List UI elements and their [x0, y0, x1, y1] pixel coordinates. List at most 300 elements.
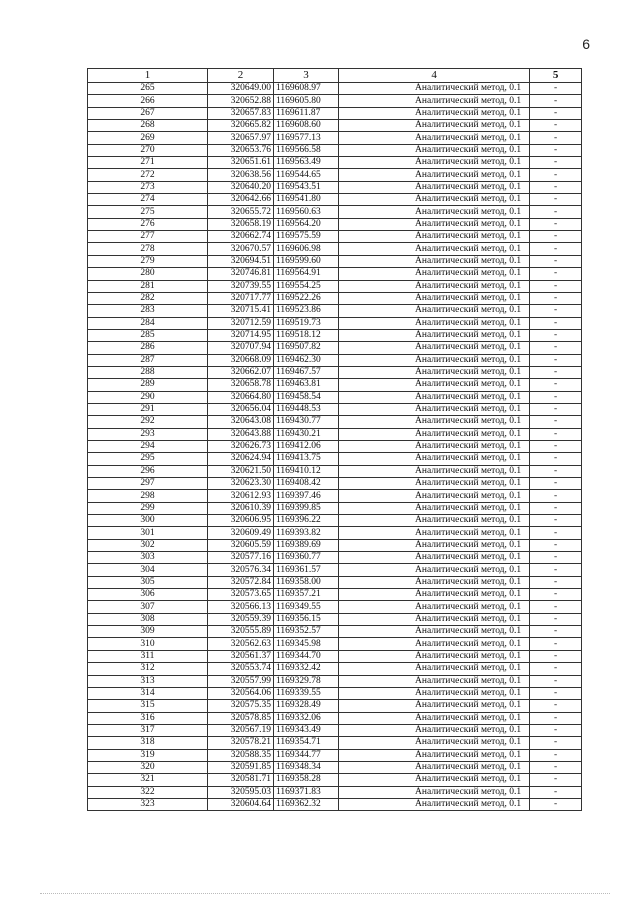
footer-dotted-line [40, 893, 610, 894]
description-cell: - [530, 761, 582, 773]
description-cell: - [530, 712, 582, 724]
x-coordinate-cell: 320610.39 [207, 502, 273, 514]
table-row [88, 576, 582, 588]
table-header-row [88, 69, 582, 83]
table-row [88, 601, 582, 613]
method-cell: Аналитический метод, 0.1 [339, 144, 530, 156]
description-cell: - [530, 379, 582, 391]
x-coordinate-cell: 320609.49 [207, 527, 273, 539]
description-cell: - [530, 601, 582, 613]
method-cell: Аналитический метод, 0.1 [339, 663, 530, 675]
x-coordinate-cell: 320707.94 [207, 342, 273, 354]
y-coordinate-cell: 1169362.32 [274, 798, 339, 810]
y-coordinate-cell: 1169396.22 [274, 515, 339, 527]
y-coordinate-cell: 1169467.57 [274, 366, 339, 378]
y-coordinate-cell: 1169356.15 [274, 613, 339, 625]
y-coordinate-cell: 1169518.12 [274, 329, 339, 341]
description-cell: - [530, 626, 582, 638]
method-cell: Аналитический метод, 0.1 [339, 465, 530, 477]
point-number-cell: 274 [88, 194, 208, 206]
description-cell: - [530, 120, 582, 132]
x-coordinate-cell: 320668.09 [207, 354, 273, 366]
y-coordinate-cell: 1169408.42 [274, 478, 339, 490]
y-coordinate-cell: 1169463.81 [274, 379, 339, 391]
point-number-cell: 299 [88, 502, 208, 514]
table-row [88, 403, 582, 415]
point-number-cell: 289 [88, 379, 208, 391]
description-cell: - [530, 576, 582, 588]
table-row [88, 650, 582, 662]
method-cell: Аналитический метод, 0.1 [339, 737, 530, 749]
y-coordinate-cell: 1169566.58 [274, 144, 339, 156]
y-coordinate-cell: 1169410.12 [274, 465, 339, 477]
table-row [88, 502, 582, 514]
table-row [88, 552, 582, 564]
y-coordinate-cell: 1169371.83 [274, 786, 339, 798]
x-coordinate-cell: 320562.63 [207, 638, 273, 650]
x-coordinate-cell: 320653.76 [207, 144, 273, 156]
table-row [88, 181, 582, 193]
point-number-cell: 304 [88, 564, 208, 576]
table-row [88, 453, 582, 465]
point-number-cell: 290 [88, 391, 208, 403]
method-cell: Аналитический метод, 0.1 [339, 268, 530, 280]
method-cell: Аналитический метод, 0.1 [339, 798, 530, 810]
x-coordinate-cell: 320555.89 [207, 626, 273, 638]
table-row [88, 465, 582, 477]
point-number-cell: 301 [88, 527, 208, 539]
table-row [88, 724, 582, 736]
y-coordinate-cell: 1169605.80 [274, 95, 339, 107]
x-coordinate-cell: 320606.95 [207, 515, 273, 527]
table-row [88, 317, 582, 329]
y-coordinate-cell: 1169541.80 [274, 194, 339, 206]
method-cell: Аналитический метод, 0.1 [339, 169, 530, 181]
table-row [88, 243, 582, 255]
x-coordinate-cell: 320621.50 [207, 465, 273, 477]
y-coordinate-cell: 1169328.49 [274, 700, 339, 712]
point-number-cell: 296 [88, 465, 208, 477]
y-coordinate-cell: 1169399.85 [274, 502, 339, 514]
x-coordinate-cell: 320604.64 [207, 798, 273, 810]
method-cell: Аналитический метод, 0.1 [339, 601, 530, 613]
x-coordinate-cell: 320652.88 [207, 95, 273, 107]
y-coordinate-cell: 1169522.26 [274, 292, 339, 304]
y-coordinate-cell: 1169339.55 [274, 687, 339, 699]
table-row [88, 366, 582, 378]
y-coordinate-cell: 1169608.97 [274, 83, 339, 95]
description-cell: - [530, 786, 582, 798]
point-number-cell: 280 [88, 268, 208, 280]
table-row [88, 280, 582, 292]
point-number-cell: 272 [88, 169, 208, 181]
point-number-cell: 284 [88, 317, 208, 329]
y-coordinate-cell: 1169544.65 [274, 169, 339, 181]
table-row [88, 354, 582, 366]
table-row [88, 292, 582, 304]
y-coordinate-cell: 1169358.00 [274, 576, 339, 588]
description-cell: - [530, 687, 582, 699]
point-number-cell: 288 [88, 366, 208, 378]
point-number-cell: 319 [88, 749, 208, 761]
y-coordinate-cell: 1169608.60 [274, 120, 339, 132]
description-cell: - [530, 613, 582, 625]
table-row [88, 515, 582, 527]
method-cell: Аналитический метод, 0.1 [339, 539, 530, 551]
method-cell: Аналитический метод, 0.1 [339, 687, 530, 699]
method-cell: Аналитический метод, 0.1 [339, 626, 530, 638]
point-number-cell: 298 [88, 490, 208, 502]
table-row [88, 329, 582, 341]
y-coordinate-cell: 1169344.77 [274, 749, 339, 761]
y-coordinate-cell: 1169360.77 [274, 552, 339, 564]
x-coordinate-cell: 320561.37 [207, 650, 273, 662]
method-cell: Аналитический метод, 0.1 [339, 700, 530, 712]
description-cell: - [530, 305, 582, 317]
point-number-cell: 270 [88, 144, 208, 156]
description-cell: - [530, 194, 582, 206]
point-number-cell: 307 [88, 601, 208, 613]
y-coordinate-cell: 1169332.42 [274, 663, 339, 675]
x-coordinate-cell: 320739.55 [207, 280, 273, 292]
x-coordinate-cell: 320640.20 [207, 181, 273, 193]
method-cell: Аналитический метод, 0.1 [339, 391, 530, 403]
y-coordinate-cell: 1169577.13 [274, 132, 339, 144]
method-cell: Аналитический метод, 0.1 [339, 132, 530, 144]
table-row [88, 416, 582, 428]
x-coordinate-cell: 320643.08 [207, 416, 273, 428]
table-row [88, 663, 582, 675]
x-coordinate-cell: 320670.57 [207, 243, 273, 255]
table-row [88, 440, 582, 452]
table-row [88, 564, 582, 576]
table-row [88, 737, 582, 749]
x-coordinate-cell: 320559.39 [207, 613, 273, 625]
description-cell: - [530, 255, 582, 267]
x-coordinate-cell: 320578.21 [207, 737, 273, 749]
description-cell: - [530, 515, 582, 527]
y-coordinate-cell: 1169393.82 [274, 527, 339, 539]
x-coordinate-cell: 320714.95 [207, 329, 273, 341]
method-cell: Аналитический метод, 0.1 [339, 366, 530, 378]
method-cell: Аналитический метод, 0.1 [339, 564, 530, 576]
point-number-cell: 310 [88, 638, 208, 650]
description-cell: - [530, 181, 582, 193]
x-coordinate-cell: 320612.93 [207, 490, 273, 502]
description-cell: - [530, 440, 582, 452]
x-coordinate-cell: 320567.19 [207, 724, 273, 736]
table-row [88, 428, 582, 440]
y-coordinate-cell: 1169554.25 [274, 280, 339, 292]
x-coordinate-cell: 320581.71 [207, 774, 273, 786]
table-row [88, 613, 582, 625]
method-cell: Аналитический метод, 0.1 [339, 194, 530, 206]
point-number-cell: 278 [88, 243, 208, 255]
table-row [88, 305, 582, 317]
description-cell: - [530, 169, 582, 181]
y-coordinate-cell: 1169354.71 [274, 737, 339, 749]
description-cell: - [530, 539, 582, 551]
x-coordinate-cell: 320624.94 [207, 453, 273, 465]
method-cell: Аналитический метод, 0.1 [339, 83, 530, 95]
method-cell: Аналитический метод, 0.1 [339, 589, 530, 601]
description-cell: - [530, 403, 582, 415]
table-row [88, 589, 582, 601]
method-cell: Аналитический метод, 0.1 [339, 675, 530, 687]
table-row [88, 194, 582, 206]
point-number-cell: 316 [88, 712, 208, 724]
method-cell: Аналитический метод, 0.1 [339, 218, 530, 230]
method-cell: Аналитический метод, 0.1 [339, 305, 530, 317]
table-row [88, 478, 582, 490]
method-cell: Аналитический метод, 0.1 [339, 342, 530, 354]
point-number-cell: 317 [88, 724, 208, 736]
x-coordinate-cell: 320665.82 [207, 120, 273, 132]
method-cell: Аналитический метод, 0.1 [339, 416, 530, 428]
table-row [88, 157, 582, 169]
table-row [88, 144, 582, 156]
point-number-cell: 315 [88, 700, 208, 712]
point-number-cell: 282 [88, 292, 208, 304]
method-cell: Аналитический метод, 0.1 [339, 206, 530, 218]
table-row [88, 379, 582, 391]
method-cell: Аналитический метод, 0.1 [339, 120, 530, 132]
table-row [88, 700, 582, 712]
x-coordinate-cell: 320662.74 [207, 231, 273, 243]
description-cell: - [530, 663, 582, 675]
y-coordinate-cell: 1169560.63 [274, 206, 339, 218]
x-coordinate-cell: 320588.35 [207, 749, 273, 761]
method-cell: Аналитический метод, 0.1 [339, 502, 530, 514]
point-number-cell: 287 [88, 354, 208, 366]
y-coordinate-cell: 1169563.49 [274, 157, 339, 169]
method-cell: Аналитический метод, 0.1 [339, 157, 530, 169]
point-number-cell: 312 [88, 663, 208, 675]
x-coordinate-cell: 320712.59 [207, 317, 273, 329]
description-cell: - [530, 206, 582, 218]
x-coordinate-cell: 320715.41 [207, 305, 273, 317]
x-coordinate-cell: 320576.34 [207, 564, 273, 576]
method-cell: Аналитический метод, 0.1 [339, 761, 530, 773]
point-number-cell: 281 [88, 280, 208, 292]
x-coordinate-cell: 320638.56 [207, 169, 273, 181]
x-coordinate-cell: 320657.83 [207, 107, 273, 119]
table-row [88, 786, 582, 798]
point-number-cell: 308 [88, 613, 208, 625]
table-row [88, 638, 582, 650]
point-number-cell: 285 [88, 329, 208, 341]
x-coordinate-cell: 320557.99 [207, 675, 273, 687]
method-cell: Аналитический метод, 0.1 [339, 552, 530, 564]
y-coordinate-cell: 1169412.06 [274, 440, 339, 452]
table-row [88, 231, 582, 243]
table-row [88, 675, 582, 687]
y-coordinate-cell: 1169519.73 [274, 317, 339, 329]
y-coordinate-cell: 1169523.86 [274, 305, 339, 317]
description-cell: - [530, 502, 582, 514]
y-coordinate-cell: 1169348.34 [274, 761, 339, 773]
point-number-cell: 267 [88, 107, 208, 119]
method-cell: Аналитический метод, 0.1 [339, 181, 530, 193]
description-cell: - [530, 564, 582, 576]
table-row [88, 490, 582, 502]
x-coordinate-cell: 320566.13 [207, 601, 273, 613]
description-cell: - [530, 774, 582, 786]
method-cell: Аналитический метод, 0.1 [339, 107, 530, 119]
point-number-cell: 306 [88, 589, 208, 601]
method-cell: Аналитический метод, 0.1 [339, 280, 530, 292]
point-number-cell: 292 [88, 416, 208, 428]
method-cell: Аналитический метод, 0.1 [339, 490, 530, 502]
method-cell: Аналитический метод, 0.1 [339, 749, 530, 761]
description-cell: - [530, 527, 582, 539]
description-cell: - [530, 144, 582, 156]
method-cell: Аналитический метод, 0.1 [339, 786, 530, 798]
y-coordinate-cell: 1169575.59 [274, 231, 339, 243]
method-cell: Аналитический метод, 0.1 [339, 354, 530, 366]
x-coordinate-cell: 320591.85 [207, 761, 273, 773]
point-number-cell: 286 [88, 342, 208, 354]
point-number-cell: 297 [88, 478, 208, 490]
method-cell: Аналитический метод, 0.1 [339, 638, 530, 650]
x-coordinate-cell: 320626.73 [207, 440, 273, 452]
description-cell: - [530, 700, 582, 712]
point-number-cell: 268 [88, 120, 208, 132]
table-row [88, 206, 582, 218]
x-coordinate-cell: 320575.35 [207, 700, 273, 712]
description-cell: - [530, 749, 582, 761]
header-col-5: 5 [530, 69, 582, 83]
header-col-3: 3 [274, 69, 339, 83]
method-cell: Аналитический метод, 0.1 [339, 317, 530, 329]
x-coordinate-cell: 320642.66 [207, 194, 273, 206]
x-coordinate-cell: 320578.85 [207, 712, 273, 724]
coordinates-table [87, 68, 582, 811]
y-coordinate-cell: 1169611.87 [274, 107, 339, 119]
table-body [88, 83, 582, 811]
table-row [88, 255, 582, 267]
x-coordinate-cell: 320643.88 [207, 428, 273, 440]
description-cell: - [530, 342, 582, 354]
x-coordinate-cell: 320717.77 [207, 292, 273, 304]
y-coordinate-cell: 1169357.21 [274, 589, 339, 601]
y-coordinate-cell: 1169329.78 [274, 675, 339, 687]
description-cell: - [530, 157, 582, 169]
point-number-cell: 266 [88, 95, 208, 107]
point-number-cell: 309 [88, 626, 208, 638]
y-coordinate-cell: 1169389.69 [274, 539, 339, 551]
x-coordinate-cell: 320623.30 [207, 478, 273, 490]
method-cell: Аналитический метод, 0.1 [339, 613, 530, 625]
x-coordinate-cell: 320573.65 [207, 589, 273, 601]
x-coordinate-cell: 320657.97 [207, 132, 273, 144]
description-cell: - [530, 317, 582, 329]
y-coordinate-cell: 1169430.77 [274, 416, 339, 428]
table-row [88, 107, 582, 119]
point-number-cell: 291 [88, 403, 208, 415]
method-cell: Аналитический метод, 0.1 [339, 440, 530, 452]
method-cell: Аналитический метод, 0.1 [339, 650, 530, 662]
table-row [88, 626, 582, 638]
point-number-cell: 320 [88, 761, 208, 773]
point-number-cell: 271 [88, 157, 208, 169]
y-coordinate-cell: 1169352.57 [274, 626, 339, 638]
point-number-cell: 294 [88, 440, 208, 452]
point-number-cell: 300 [88, 515, 208, 527]
description-cell: - [530, 366, 582, 378]
table-row [88, 527, 582, 539]
header-col-2: 2 [207, 69, 273, 83]
point-number-cell: 305 [88, 576, 208, 588]
point-number-cell: 273 [88, 181, 208, 193]
description-cell: - [530, 675, 582, 687]
method-cell: Аналитический метод, 0.1 [339, 428, 530, 440]
y-coordinate-cell: 1169361.57 [274, 564, 339, 576]
method-cell: Аналитический метод, 0.1 [339, 576, 530, 588]
description-cell: - [530, 465, 582, 477]
table-row [88, 761, 582, 773]
method-cell: Аналитический метод, 0.1 [339, 527, 530, 539]
x-coordinate-cell: 320564.06 [207, 687, 273, 699]
table-row [88, 712, 582, 724]
y-coordinate-cell: 1169343.49 [274, 724, 339, 736]
point-number-cell: 283 [88, 305, 208, 317]
x-coordinate-cell: 320656.04 [207, 403, 273, 415]
x-coordinate-cell: 320572.84 [207, 576, 273, 588]
description-cell: - [530, 231, 582, 243]
point-number-cell: 276 [88, 218, 208, 230]
x-coordinate-cell: 320577.16 [207, 552, 273, 564]
method-cell: Аналитический метод, 0.1 [339, 478, 530, 490]
y-coordinate-cell: 1169448.53 [274, 403, 339, 415]
description-cell: - [530, 83, 582, 95]
table-row [88, 132, 582, 144]
y-coordinate-cell: 1169458.54 [274, 391, 339, 403]
description-cell: - [530, 428, 582, 440]
header-col-4: 4 [339, 69, 530, 83]
point-number-cell: 314 [88, 687, 208, 699]
y-coordinate-cell: 1169413.75 [274, 453, 339, 465]
y-coordinate-cell: 1169507.82 [274, 342, 339, 354]
point-number-cell: 302 [88, 539, 208, 551]
y-coordinate-cell: 1169345.98 [274, 638, 339, 650]
description-cell: - [530, 798, 582, 810]
method-cell: Аналитический метод, 0.1 [339, 453, 530, 465]
description-cell: - [530, 243, 582, 255]
table-row [88, 687, 582, 699]
table-row [88, 120, 582, 132]
description-cell: - [530, 132, 582, 144]
method-cell: Аналитический метод, 0.1 [339, 231, 530, 243]
y-coordinate-cell: 1169564.91 [274, 268, 339, 280]
x-coordinate-cell: 320694.51 [207, 255, 273, 267]
table-row [88, 83, 582, 95]
description-cell: - [530, 354, 582, 366]
table-row [88, 774, 582, 786]
y-coordinate-cell: 1169543.51 [274, 181, 339, 193]
method-cell: Аналитический метод, 0.1 [339, 774, 530, 786]
x-coordinate-cell: 320664.80 [207, 391, 273, 403]
point-number-cell: 295 [88, 453, 208, 465]
method-cell: Аналитический метод, 0.1 [339, 724, 530, 736]
method-cell: Аналитический метод, 0.1 [339, 712, 530, 724]
description-cell: - [530, 589, 582, 601]
table-row [88, 749, 582, 761]
method-cell: Аналитический метод, 0.1 [339, 95, 530, 107]
y-coordinate-cell: 1169599.60 [274, 255, 339, 267]
table-row [88, 169, 582, 181]
x-coordinate-cell: 320553.74 [207, 663, 273, 675]
